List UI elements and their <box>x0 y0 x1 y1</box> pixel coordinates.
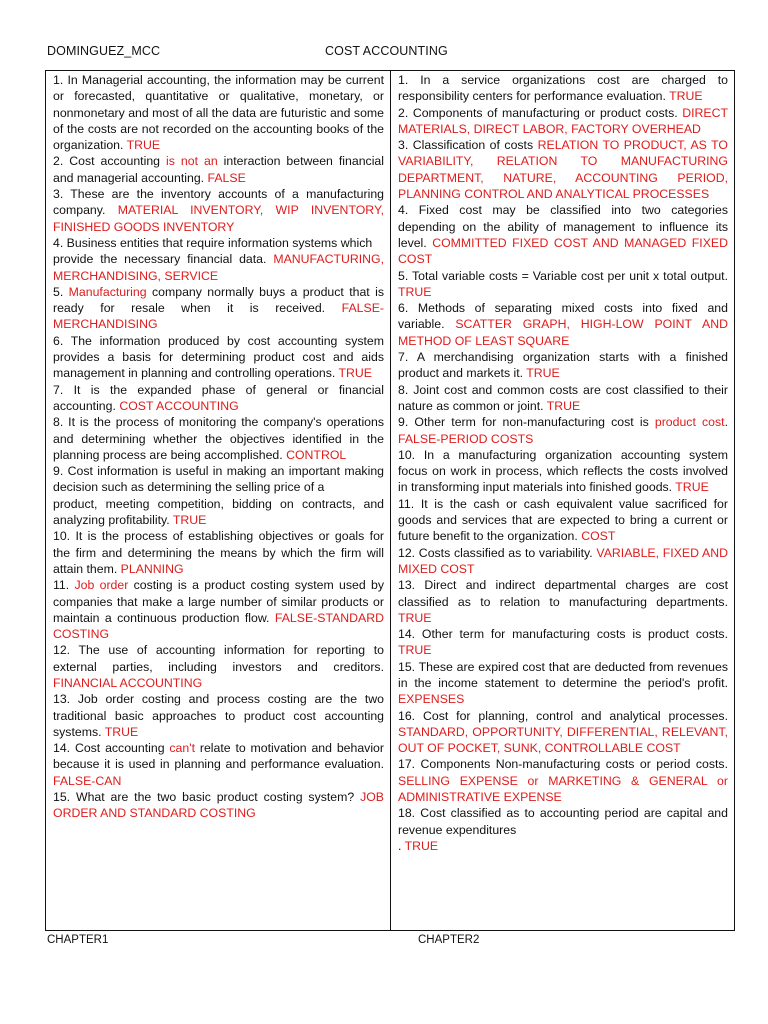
question-item <box>53 382 384 415</box>
question-text: 12. The use of accounting information for reporting to external parties, including investors and creditors. <box>53 643 384 674</box>
question-text: costing is a product costing system used by companies that make a large number of similar products or maintain a continuous production flow. <box>53 578 384 625</box>
question-item <box>398 414 728 447</box>
answer-text: TRUE <box>398 643 432 658</box>
question-item <box>398 72 728 105</box>
answer-text: COST <box>581 529 616 544</box>
answer-text: TRUE <box>398 284 432 299</box>
answer-text: RELATION TO PRODUCT, AS TO VARIABILITY, RELATION TO MANUFACTURING DEPARTMENT, NATURE, ACCOUNTING PERIOD, PLANNING CONTROL AND ANALYTICAL PROCESSES <box>398 138 728 202</box>
author-header: DOMINGUEZ_MCC <box>47 44 161 58</box>
question-item <box>53 642 384 691</box>
answer-text: JOB ORDER AND STANDARD COSTING <box>53 790 384 821</box>
chapter1-column <box>46 71 391 930</box>
answer-text: PLANNING <box>120 561 184 576</box>
answer-text: TRUE <box>172 513 207 528</box>
answer-text: MANUFACTURING, MERCHANDISING, SERVICE <box>53 252 384 283</box>
question-item <box>398 545 728 578</box>
question-text: 13. Job order costing and process costing are the two traditional basic approaches to product cost accounting systems. <box>53 692 384 739</box>
question-item <box>398 659 728 708</box>
answer-text: TRUE <box>675 480 709 495</box>
question-item <box>53 284 384 333</box>
question-item <box>398 756 728 805</box>
answer-text: is not an <box>166 154 218 169</box>
question-item <box>53 528 384 577</box>
answer-text: SCATTER GRAPH, HIGH-LOW POINT AND METHOD OF LEAST SQUARE <box>398 317 728 348</box>
answer-text: TRUE <box>526 366 560 381</box>
question-item <box>398 105 728 138</box>
question-text: 14. Other term for manufacturing costs is product costs. <box>398 627 728 642</box>
answer-text: SELLING EXPENSE or MARKETING & GENERAL or ADMINISTRATIVE EXPENSE <box>398 773 728 805</box>
question-item <box>398 137 728 202</box>
question-item <box>398 577 728 626</box>
question-item <box>398 708 728 757</box>
answer-text: COMMITTED FIXED COST AND MANAGED FIXED COST <box>398 235 729 267</box>
question-text: 7. It is the expanded phase of general or financial accounting. <box>53 382 384 413</box>
question-text: 4. Fixed cost may be classified into two categories depending on the ability of management to influence its level. <box>398 203 728 250</box>
question-item <box>398 447 728 496</box>
question-text: 9. Cost information is useful in making an important making decision such as determining the selling price of a <box>53 464 384 495</box>
question-text: 2. Cost accounting <box>53 154 167 169</box>
answer-text: TRUE <box>669 89 703 104</box>
answer-text: Manufacturing <box>68 284 147 299</box>
question-text: 18. Cost classified as to accounting period are capital and revenue expenditures <box>398 806 728 837</box>
question-item <box>53 333 384 382</box>
answer-text: Job order <box>74 578 129 593</box>
question-text: 8. It is the process of monitoring the company's operations and determining whether the objectives identified in the planning process are being accomplished. <box>53 415 384 462</box>
question-item <box>53 577 384 642</box>
question-text: 17. Components Non-manufacturing costs or period costs. <box>398 757 728 772</box>
answer-text: CONTROL <box>286 447 347 462</box>
question-text: 3. These are the inventory accounts of a manufacturing company. <box>53 187 384 218</box>
question-text: 10. It is the process of establishing objectives or goals for the firm and determining the means by which the firm will attain them. <box>53 529 384 576</box>
question-item <box>53 153 384 186</box>
question-text: product, meeting competition, bidding on contracts, and analyzing profitability. <box>53 496 384 528</box>
answer-text: TRUE <box>398 610 432 625</box>
question-item <box>53 740 384 789</box>
answer-text: TRUE <box>404 838 439 853</box>
question-text: 6. The information produced by cost accounting system provides a basis for determining product cost and aids management in planning and controlling operations. <box>53 333 384 381</box>
question-item <box>53 789 384 822</box>
question-text: 8. Joint cost and common costs are cost classified to their nature as common or joint. <box>398 382 728 413</box>
question-item <box>398 805 728 854</box>
answer-text: FALSE-PERIOD COSTS <box>398 431 534 446</box>
question-text: 11. It is the cash or cash equivalent value sacrificed for goods and services that are expected to bring a current or future benefit to the organization. <box>398 496 728 544</box>
answer-text: EXPENSES <box>398 692 465 707</box>
question-text: 12. Costs classified as to variability. <box>398 545 597 560</box>
chapter2-label: CHAPTER2 <box>418 934 480 946</box>
question-text: provide the necessary financial data. <box>53 252 274 267</box>
question-item <box>53 414 384 463</box>
question-text: 1. In Managerial accounting, the information may be current or forecasted, quantitative or qualitative, monetary, or nonmonetary and most of all the data are futuristic and some of the costs are not recorded on the accounting books of the organization. <box>53 73 384 153</box>
question-text: . <box>724 415 728 430</box>
question-item <box>53 691 384 740</box>
question-text: 6. Methods of separating mixed costs into fixed and variable. <box>398 301 728 332</box>
answer-text: TRUE <box>546 398 581 413</box>
chapter1-label: CHAPTER1 <box>47 934 109 946</box>
question-text: 5. <box>53 284 69 299</box>
answer-text: FALSE <box>207 170 246 185</box>
question-text: 15. What are the two basic product costing system? <box>53 790 361 805</box>
question-item <box>53 235 384 284</box>
question-text: 16. Cost for planning, control and analytical processes. <box>398 708 728 723</box>
question-text: 15. These are expired cost that are deducted from revenues in the income statement to determine the period's profit. <box>398 659 728 690</box>
chapter2-column <box>391 71 734 930</box>
answer-text: MATERIAL INVENTORY, WIP INVENTORY, FINISHED GOODS INVENTORY <box>53 203 384 234</box>
answer-text: TRUE <box>126 138 161 153</box>
question-item <box>398 626 728 659</box>
answer-text: FINANCIAL ACCOUNTING <box>53 675 203 690</box>
answer-text: product cost <box>654 415 725 430</box>
answer-text: FALSE-CAN <box>53 773 122 788</box>
question-text: 14. Cost accounting <box>53 741 170 756</box>
question-item <box>398 382 728 415</box>
question-item <box>398 496 728 545</box>
question-text: 10. In a manufacturing organization accounting system focus on work in process, which reflects the costs involved in transforming input materials into finished goods. <box>398 447 728 495</box>
answer-text: TRUE <box>104 724 139 739</box>
question-text: 4. Business entities that require information systems which <box>53 235 373 250</box>
answer-text: can't <box>169 741 195 756</box>
question-text: 7. A merchandising organization starts with a finished product and markets it. <box>398 350 728 381</box>
question-item <box>398 268 728 301</box>
question-text: 9. Other term for non-manufacturing cost is <box>398 415 655 430</box>
answer-text: COST ACCOUNTING <box>119 398 239 413</box>
question-item <box>53 186 384 235</box>
answer-text: FALSE-STANDARD COSTING <box>53 610 384 642</box>
question-text: company normally buys a product that is ready for resale when it is received. <box>53 284 384 316</box>
document-title: COST ACCOUNTING <box>325 44 448 58</box>
question-text: 11. <box>53 578 75 593</box>
question-item <box>398 300 728 349</box>
qa-table <box>45 70 735 931</box>
question-text: 1. In a service organizations cost are charged to responsibility centers for performance evaluation. <box>398 73 728 104</box>
question-item <box>53 463 384 528</box>
question-item <box>398 202 728 267</box>
answer-text: DIRECT MATERIALS, DIRECT LABOR, FACTORY OVERHEAD <box>398 105 728 136</box>
question-item <box>53 72 384 153</box>
question-text: 2. Components of manufacturing or product costs. <box>398 105 683 120</box>
question-text: 5. Total variable costs = Variable cost per unit x total output. <box>398 268 728 283</box>
answer-text: FALSE-MERCHANDISING <box>53 301 384 332</box>
question-text: relate to motivation and behavior because it is used in planning and performance evaluation. <box>53 741 384 772</box>
answer-text: STANDARD, OPPORTUNITY, DIFFERENTIAL, RELEVANT, OUT OF POCKET, SUNK, CONTROLLABLE COST <box>398 724 728 756</box>
answer-text: TRUE <box>338 366 373 381</box>
question-text: 3. Classification of costs <box>398 138 538 153</box>
question-item <box>398 349 728 382</box>
answer-text: VARIABLE, FIXED AND MIXED COST <box>398 545 728 576</box>
question-text: interaction between financial and managerial accounting. <box>53 154 384 185</box>
question-text: 13. Direct and indirect departmental charges are cost classified as to relation to manufacturing departments. <box>398 578 728 609</box>
question-text: . <box>398 838 405 853</box>
